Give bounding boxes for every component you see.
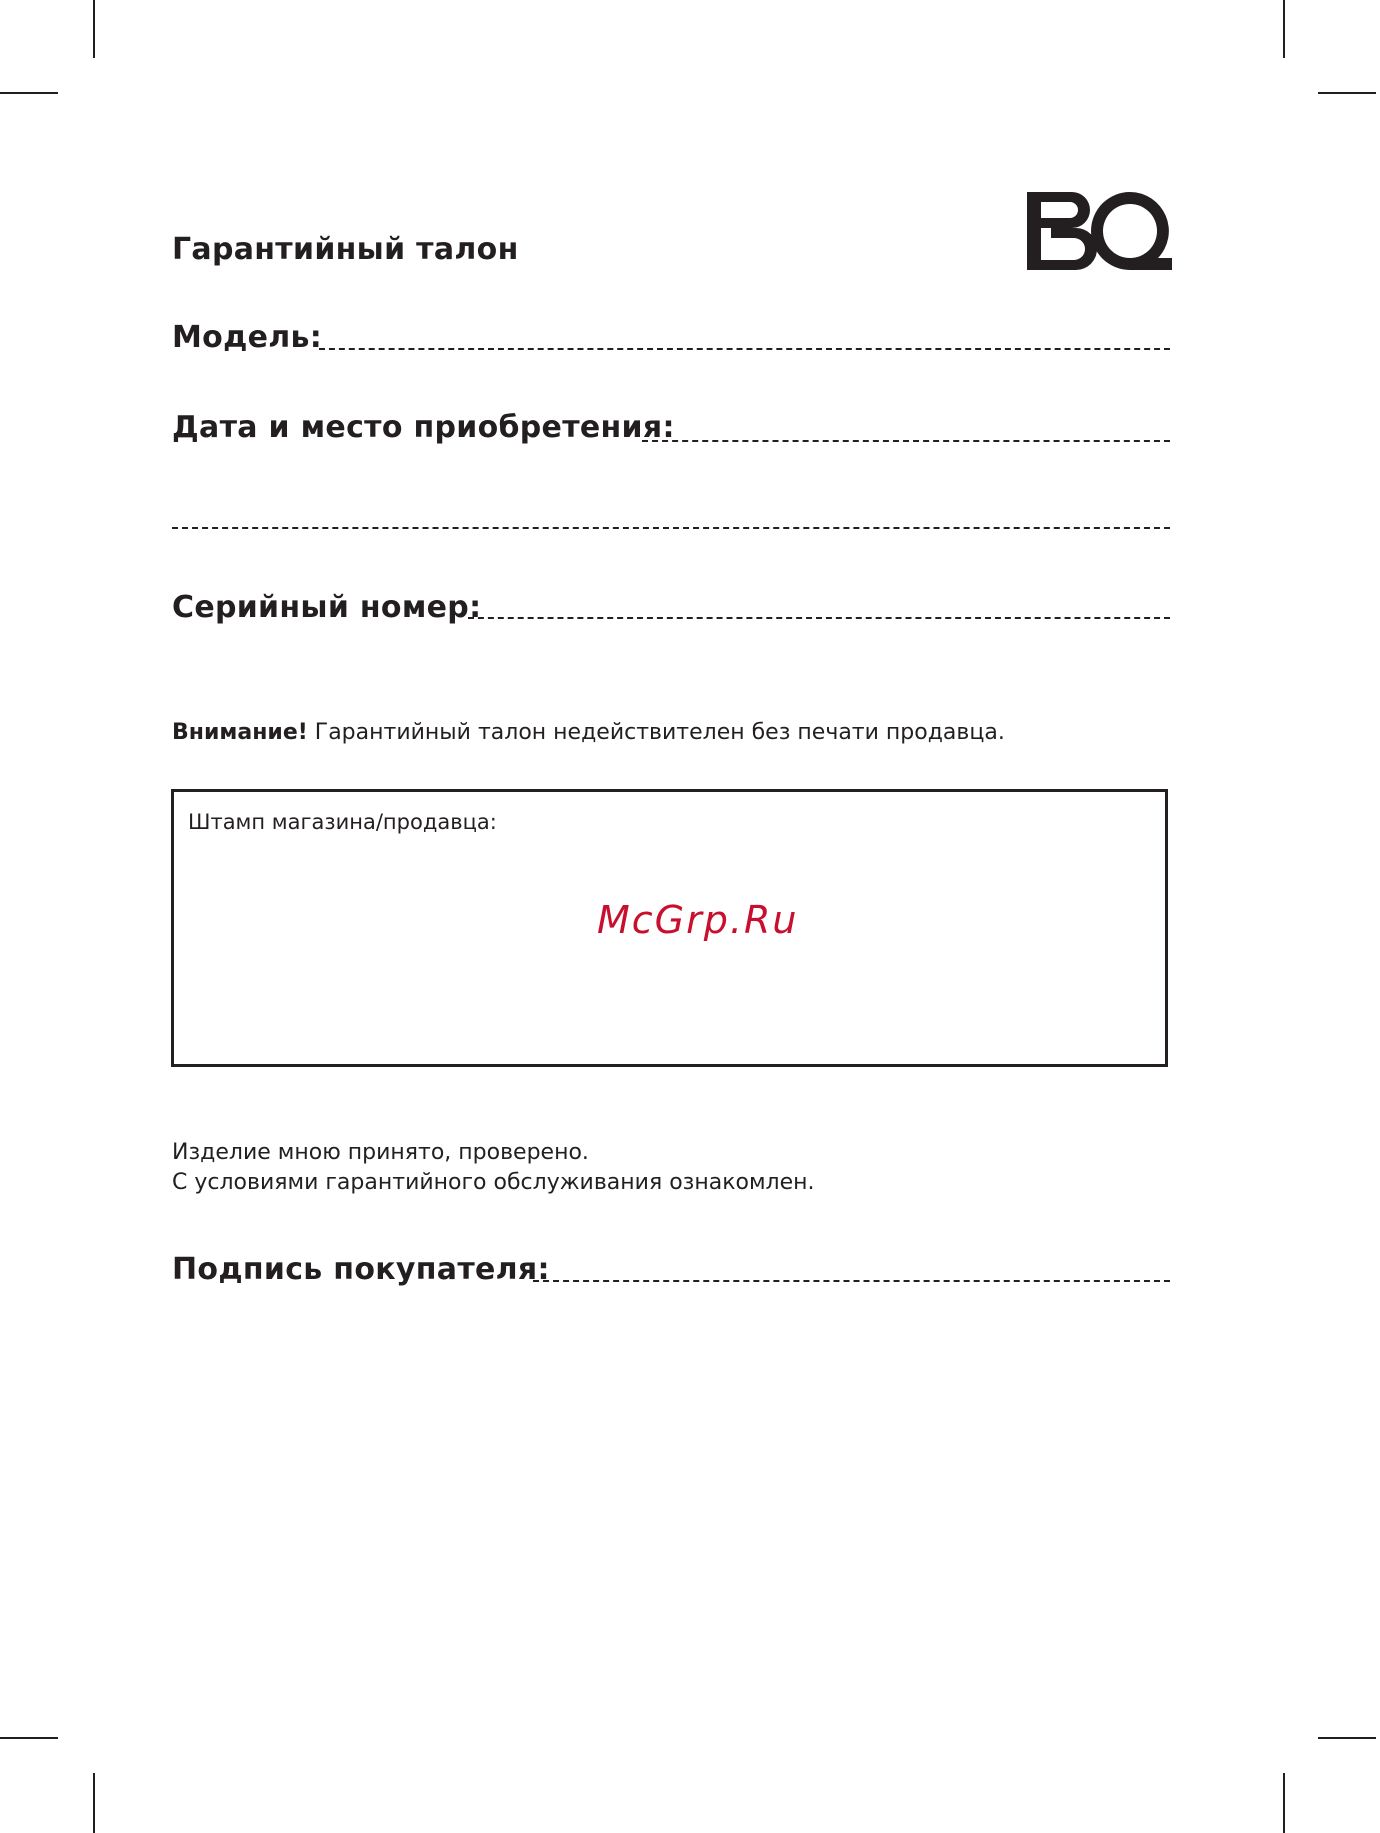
acceptance-line-1: Изделие мною принято, проверено.: [172, 1140, 589, 1165]
serial-label: Серийный номер:: [172, 590, 482, 625]
crop-mark: [1318, 1737, 1376, 1739]
acceptance-text: [172, 1138, 815, 1198]
crop-mark: [1318, 92, 1376, 94]
acceptance-line-2: С условиями гарантийного обслуживания ознакомлен.: [172, 1170, 815, 1195]
crop-mark: [0, 92, 58, 94]
crop-mark: [1283, 1773, 1285, 1833]
signature-label: Подпись покупателя:: [172, 1252, 550, 1287]
notice-text: Гарантийный талон недействителен без печати продавца.: [307, 720, 1005, 745]
model-field[interactable]: [319, 348, 1170, 350]
purchase-label: Дата и место приобретения:: [172, 410, 675, 445]
page-title: Гарантийный талон: [172, 232, 519, 267]
crop-mark: [0, 1737, 58, 1739]
crop-mark: [1283, 0, 1285, 58]
signature-field[interactable]: [533, 1280, 1170, 1282]
serial-field[interactable]: [468, 617, 1170, 619]
crop-mark: [93, 0, 95, 58]
purchase-field-line-2[interactable]: [172, 527, 1170, 529]
warning-notice: [172, 720, 1005, 745]
model-label: Модель:: [172, 320, 323, 355]
notice-emphasis: Внимание!: [172, 720, 308, 745]
crop-mark: [93, 1773, 95, 1833]
stamp-label: Штамп магазина/продавца:: [188, 810, 497, 834]
watermark: McGrp.Ru: [597, 898, 799, 942]
bq-logo: [1027, 192, 1172, 270]
purchase-field[interactable]: [642, 440, 1170, 442]
stamp-box[interactable]: [171, 789, 1168, 1067]
